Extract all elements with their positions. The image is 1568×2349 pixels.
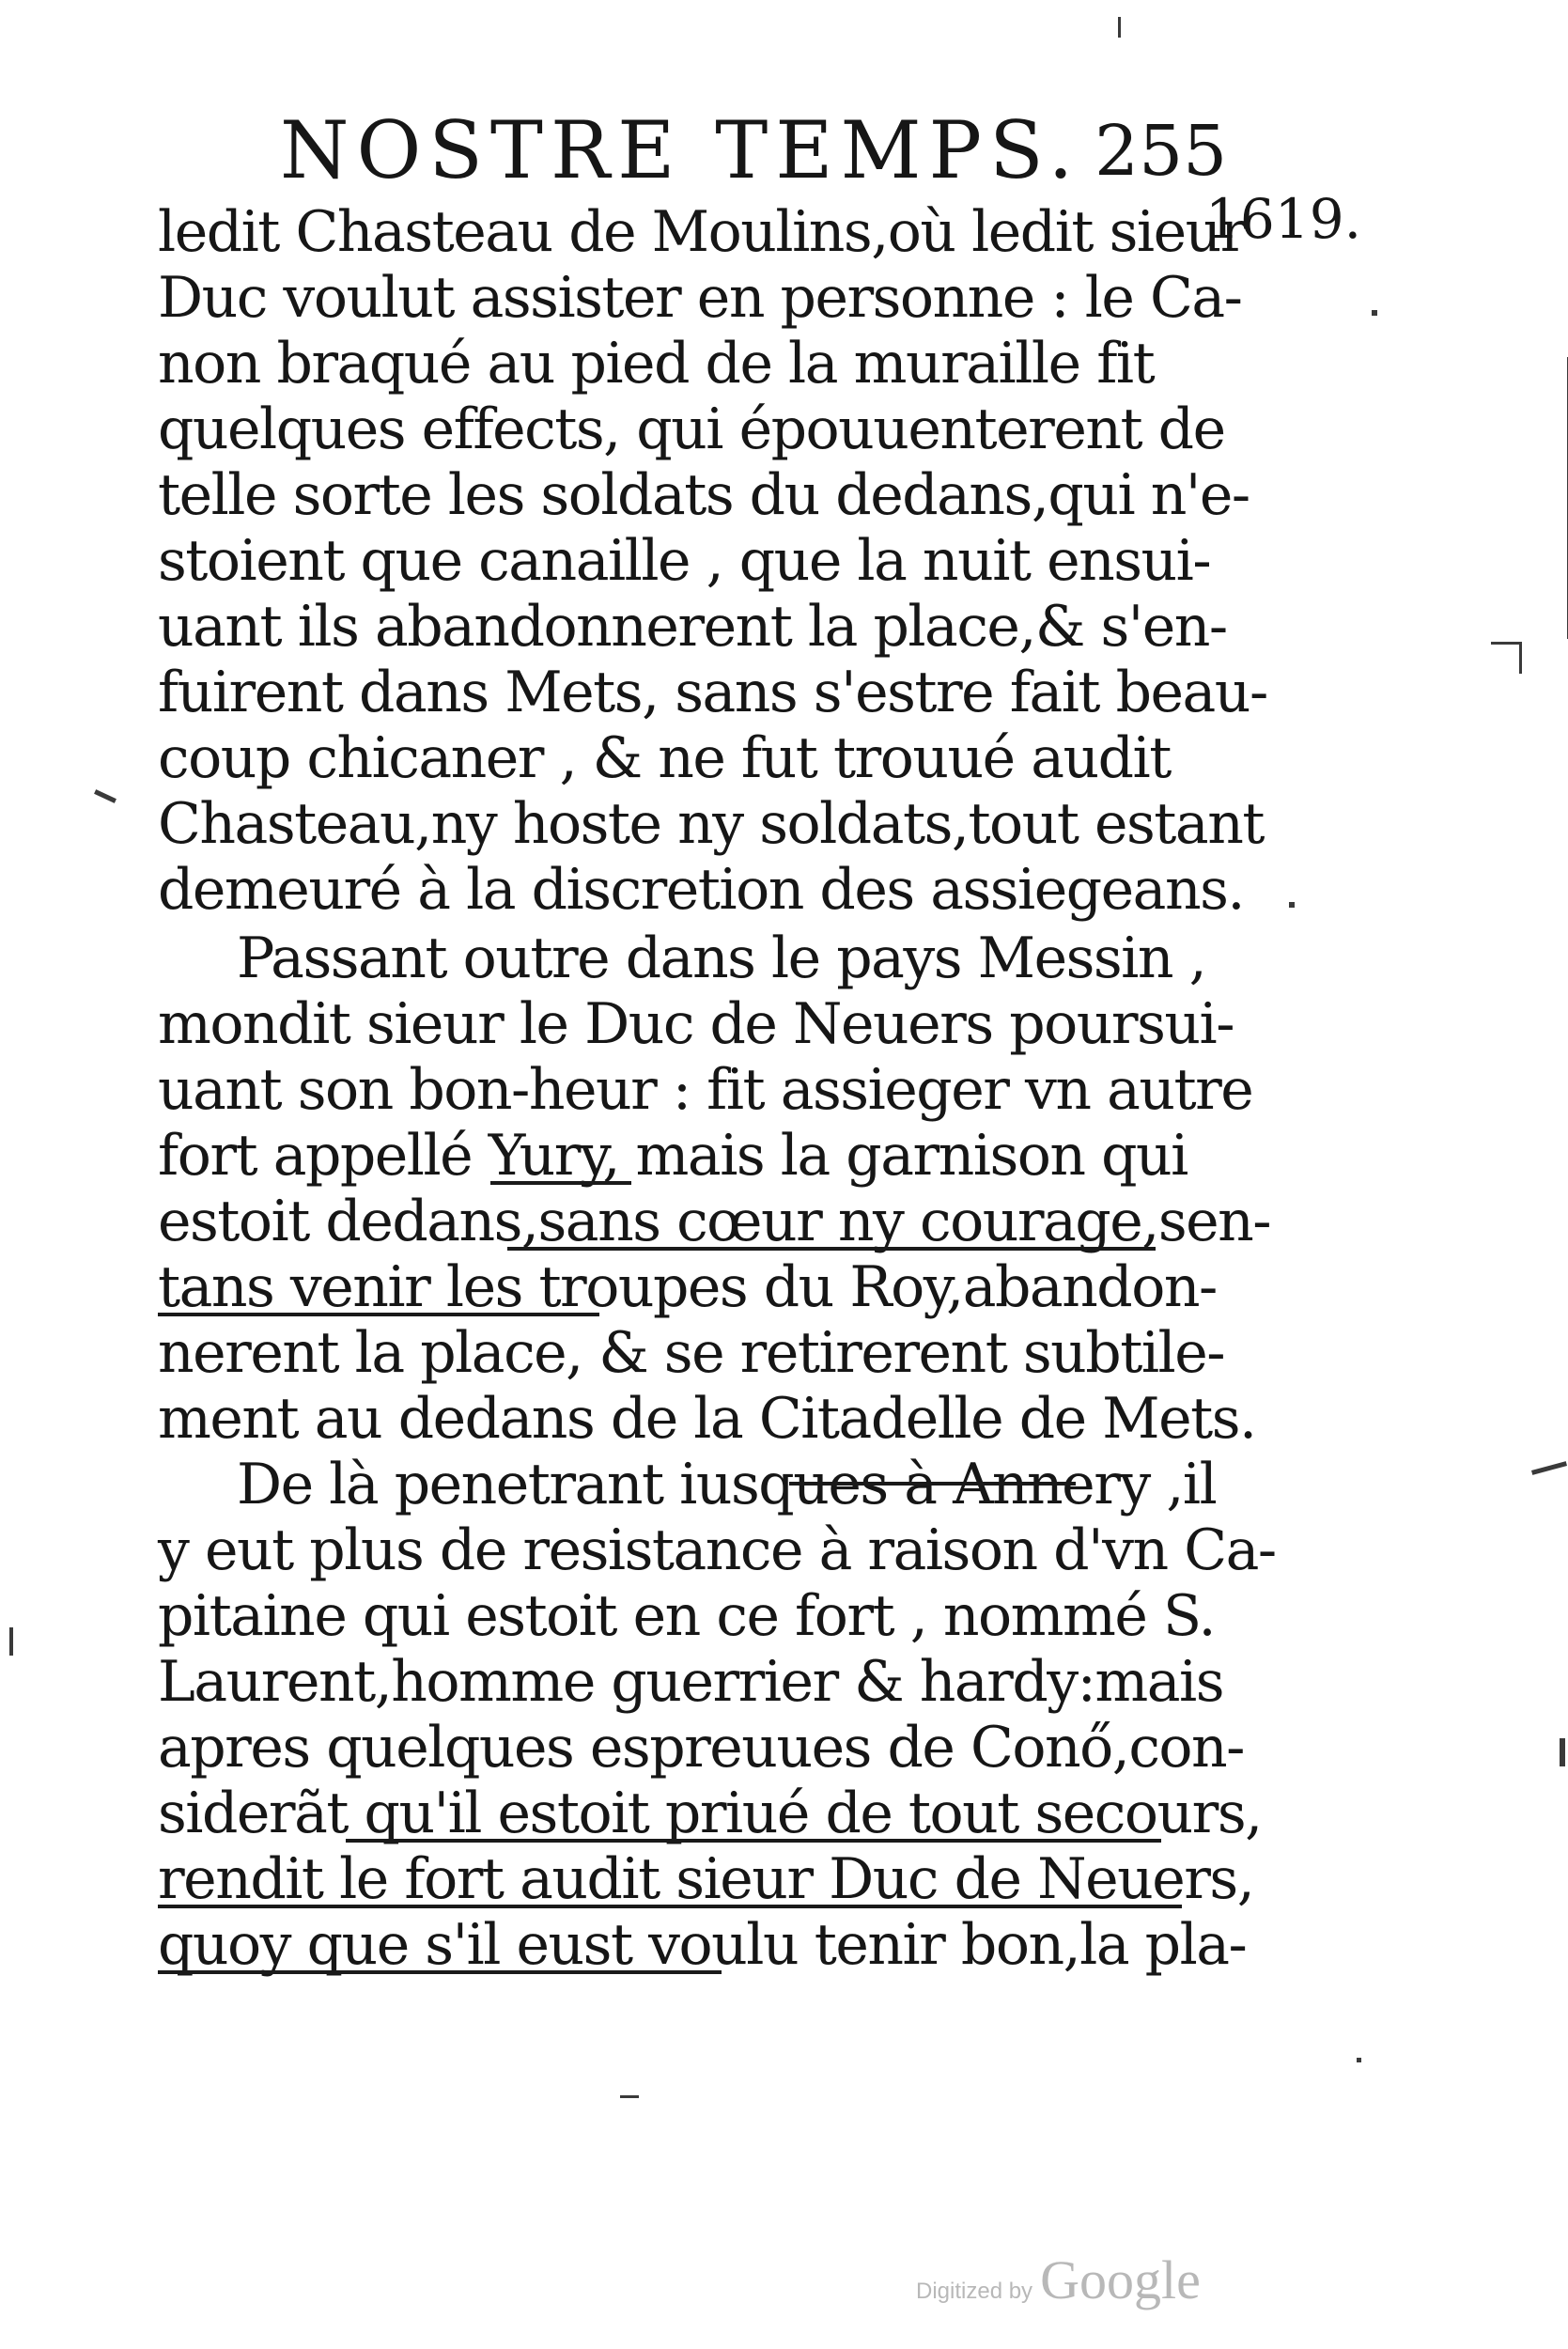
text-line: uant ils abandonnerent la place,& s'en- <box>158 594 1227 660</box>
text-line: De là penetrant iusques à Annery ,il <box>237 1452 1217 1517</box>
pen-underline <box>158 1313 599 1316</box>
scan-mark <box>94 789 116 803</box>
text-line: Laurent,homme guerrier & hardy:mais <box>158 1649 1224 1715</box>
text-line: Passant outre dans le pays Messin , <box>237 926 1206 991</box>
running-title: NOSTRE TEMPS. <box>280 104 1081 196</box>
scan-mark <box>1560 1738 1565 1766</box>
text-line: mondit sieur le Duc de Neuers poursui- <box>158 991 1234 1057</box>
text-line: quelques effects, qui épouuenterent de <box>158 397 1225 462</box>
pen-underline <box>507 1247 1156 1251</box>
pen-underline <box>490 1181 631 1185</box>
text-line: uant son bon-heur : fit assieger vn autre <box>158 1057 1253 1123</box>
digitization-watermark <box>916 2248 1201 2311</box>
text-line: coup chicaner , & ne fut trouué audit <box>158 725 1171 791</box>
text-line: fuirent dans Mets, sans s'estre fait beau- <box>158 660 1267 725</box>
text-line: tans venir les troupes du Roy,abandon- <box>158 1254 1217 1320</box>
google-logo: Google <box>1040 2249 1201 2310</box>
scan-mark <box>1491 642 1519 645</box>
text-line: fort appellé Yury, mais la garnison qui <box>158 1123 1188 1189</box>
text-line: Duc voulut assister en personne : le Ca- <box>158 265 1242 331</box>
text-line: estoit dedans,sans cœur ny courage,sen- <box>158 1189 1271 1254</box>
scan-mark <box>1519 642 1522 674</box>
text-line: apres quelques espreuues de Conő,con- <box>158 1715 1244 1781</box>
scan-mark <box>620 2095 639 2098</box>
scan-mark <box>1372 310 1377 316</box>
text-line: Chasteau,ny hoste ny soldats,tout estant <box>158 791 1264 857</box>
text-line: rendit le fort audit sieur Duc de Neuers, <box>158 1846 1254 1912</box>
text-line: stoient que canaille , que la nuit ensui- <box>158 528 1211 594</box>
text-line: y eut plus de resistance à raison d'vn Ca- <box>158 1517 1276 1583</box>
text-line: nerent la place, & se retirerent subtile- <box>158 1320 1224 1386</box>
scan-mark <box>1531 1461 1567 1475</box>
scan-mark <box>9 1627 13 1656</box>
pen-underline <box>158 1970 722 1974</box>
pen-underline <box>158 1905 1182 1908</box>
text-line: pitaine qui estoit en ce fort , nommé S. <box>158 1583 1216 1649</box>
watermark-prefix: Digitized by <box>916 2279 1033 2304</box>
margin-year: 1619. <box>1205 187 1362 251</box>
scan-mark <box>1118 17 1121 38</box>
text-line: ment au dedans de la Citadelle de Mets. <box>158 1386 1256 1452</box>
text-line: siderãt qu'il estoit priué de tout secours, <box>158 1781 1262 1846</box>
text-line: telle sorte les soldats du dedans,qui n'e- <box>158 462 1250 528</box>
pen-strikethrough <box>789 1482 1076 1486</box>
text-line: quoy que s'il eust voulu tenir bon,la pla- <box>158 1912 1247 1978</box>
text-line: demeuré à la discretion des assiegeans. <box>158 857 1244 923</box>
scan-mark <box>1289 902 1295 908</box>
text-line: non braqué au pied de la muraille fit <box>158 331 1155 397</box>
pen-underline <box>346 1839 1161 1843</box>
page-number: 255 <box>1094 111 1228 192</box>
scan-mark <box>1357 2058 1361 2062</box>
text-line: ledit Chasteau de Moulins,où ledit sieur <box>158 199 1246 265</box>
